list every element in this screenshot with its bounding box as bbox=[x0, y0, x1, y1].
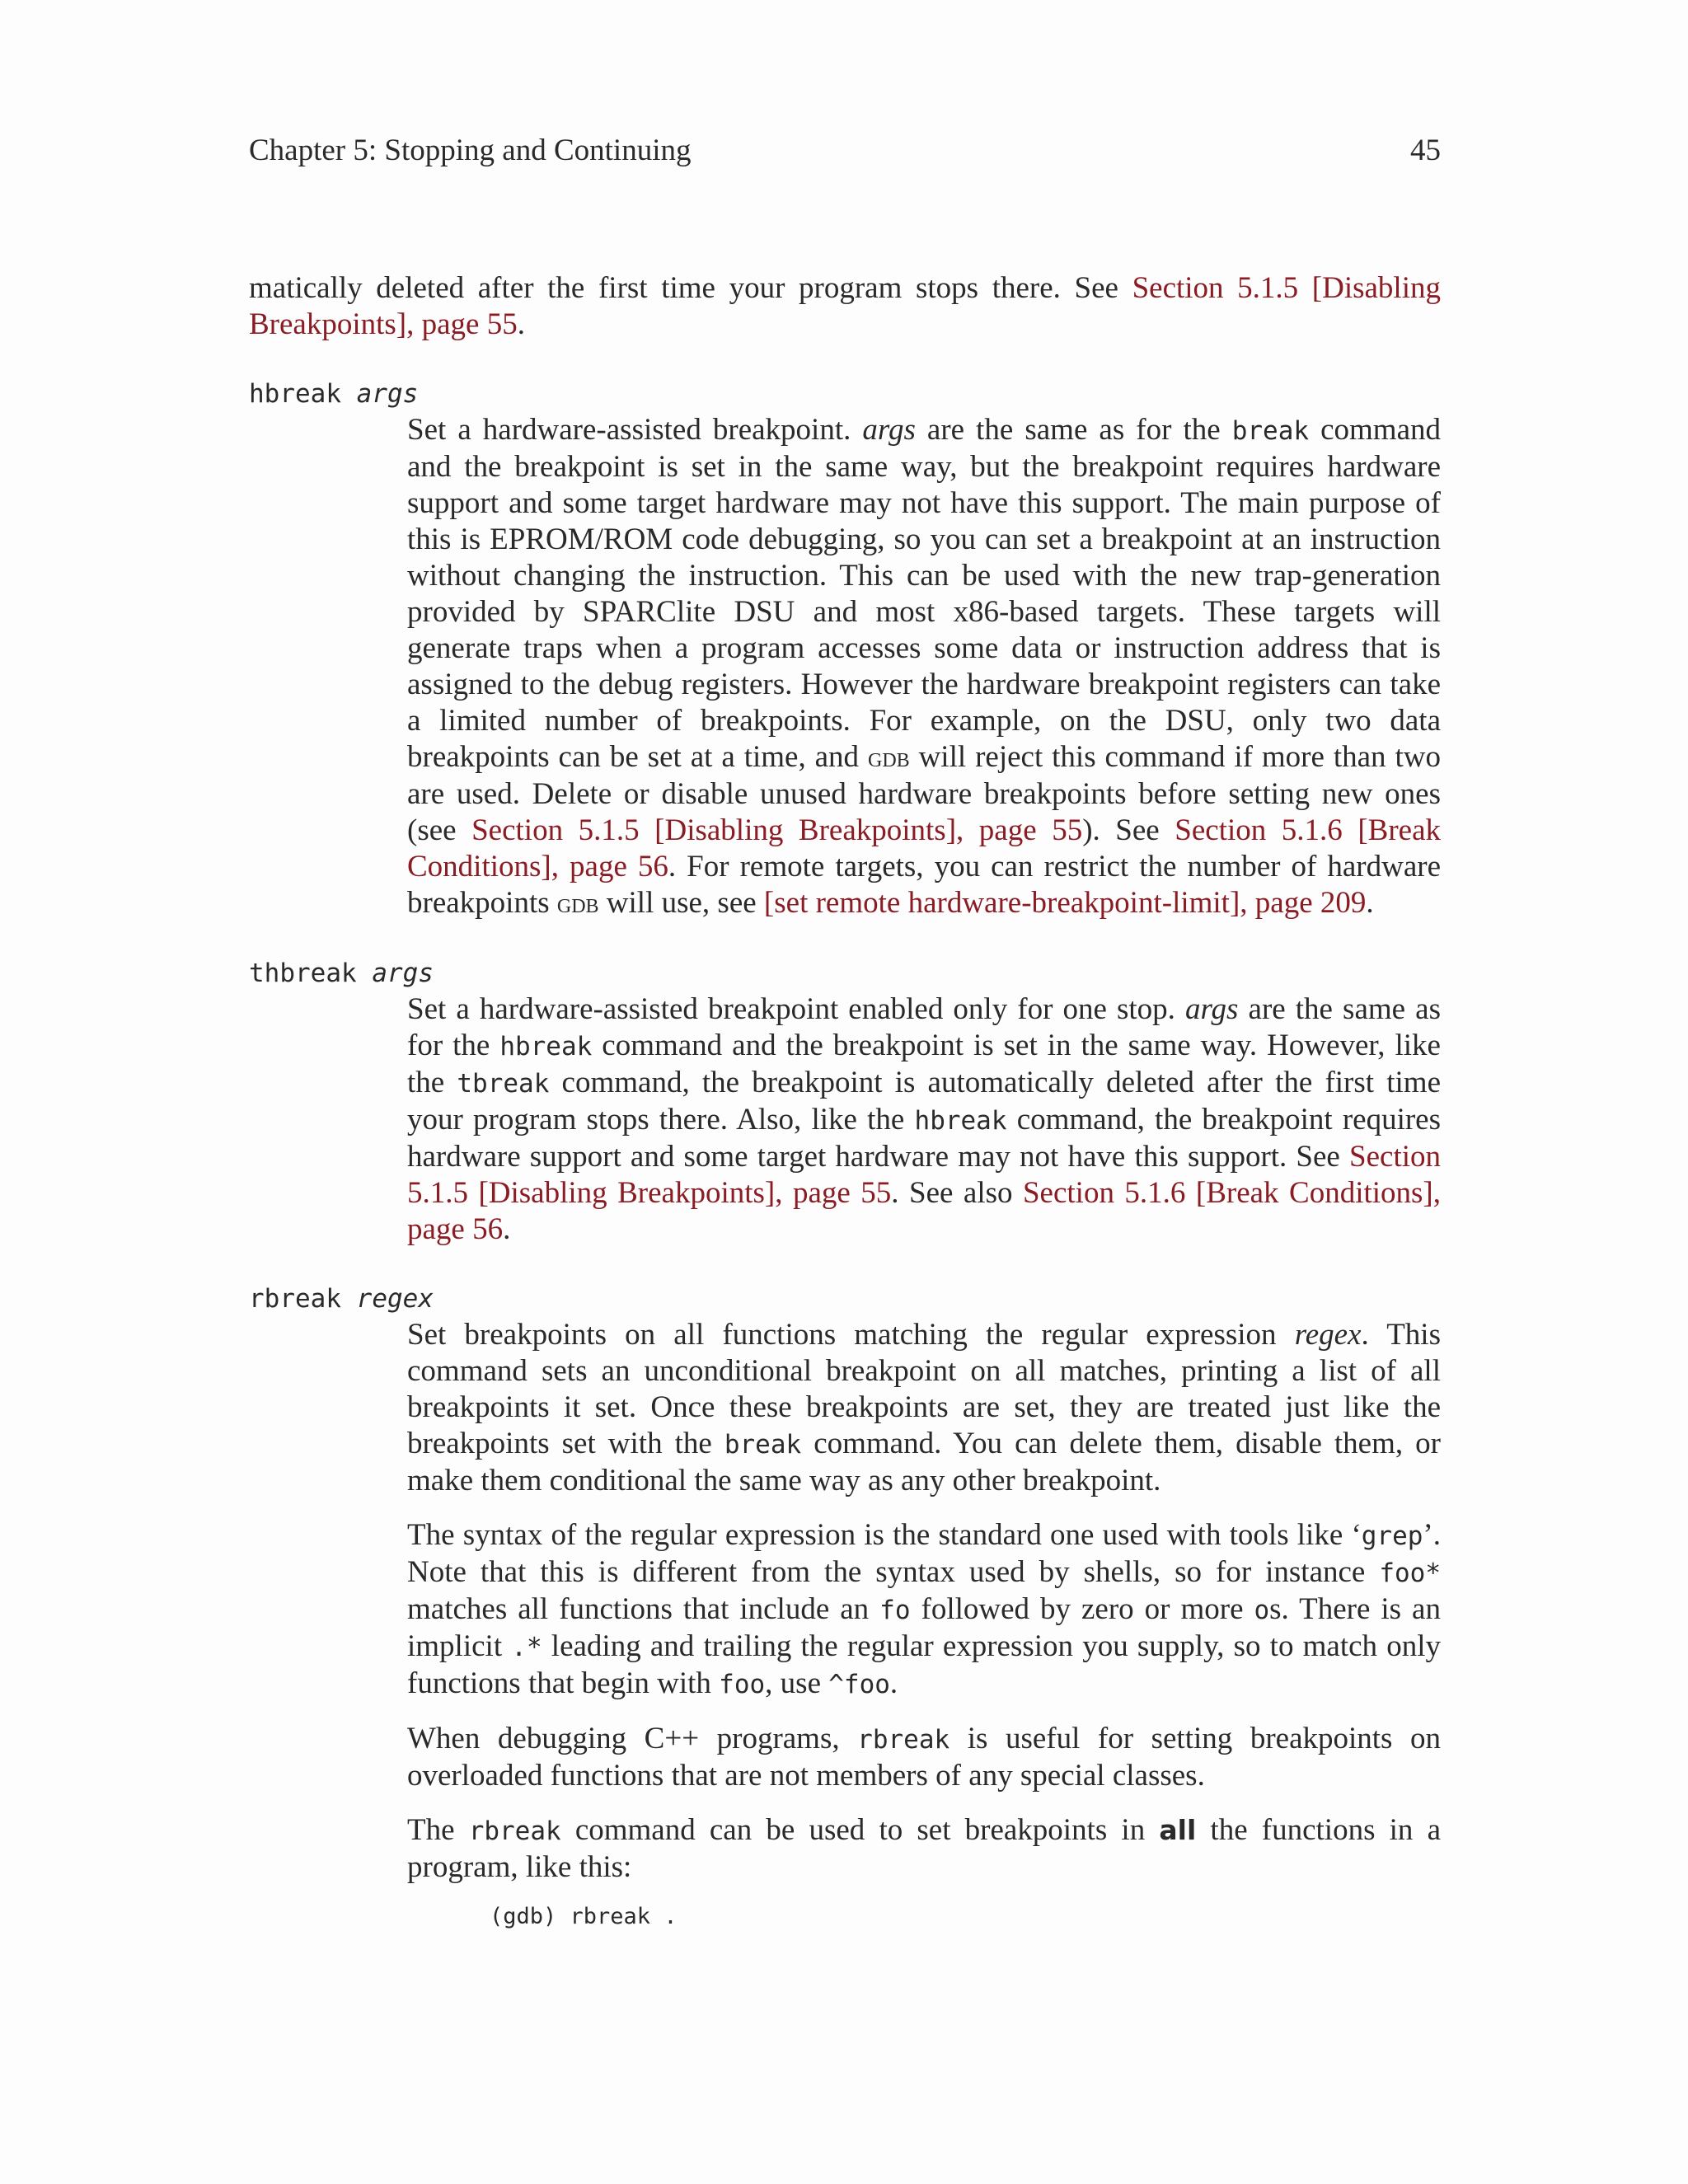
text: , use bbox=[765, 1666, 829, 1700]
command-arg: args bbox=[356, 379, 419, 409]
entry-rbreak bbox=[249, 1281, 1441, 1933]
command-name: thbreak bbox=[249, 958, 357, 988]
text: . bbox=[1366, 886, 1374, 920]
text: Set a hardware-assisted breakpoint enabled only for one stop. bbox=[407, 992, 1186, 1026]
variable: args bbox=[862, 413, 916, 447]
command-name: hbreak bbox=[249, 379, 341, 409]
paragraph bbox=[407, 991, 1441, 1248]
code: foo bbox=[719, 1670, 766, 1699]
code: grep bbox=[1361, 1521, 1423, 1551]
definition-hbreak bbox=[407, 412, 1441, 922]
code: .* bbox=[511, 1633, 542, 1662]
text: will reject this command if more than two are used. Delete or disable unused hardware breakpoints before setting new ones (see bbox=[407, 740, 1441, 847]
text: ). See bbox=[1082, 813, 1175, 847]
code: hbreak bbox=[914, 1106, 1007, 1136]
entry-thbreak bbox=[249, 955, 1441, 1248]
code: fo bbox=[879, 1596, 911, 1625]
xref-break-conditions[interactable]: Section 5.1.6 [Break Conditions], page 56 bbox=[407, 1176, 1442, 1246]
text: When debugging C++ programs, bbox=[407, 1722, 858, 1755]
page-body bbox=[249, 270, 1441, 1933]
text: . bbox=[889, 1666, 898, 1700]
gdb-smallcaps: gdb bbox=[867, 743, 910, 773]
code: foo* bbox=[1379, 1558, 1441, 1588]
paragraph bbox=[407, 412, 1441, 922]
text: matches all functions that include an bbox=[407, 1592, 880, 1626]
code: break bbox=[724, 1430, 802, 1460]
bold-text: all bbox=[1159, 1814, 1197, 1846]
paragraph bbox=[407, 1317, 1441, 1499]
code: hbreak bbox=[499, 1032, 593, 1062]
text: The syntax of the regular expression is the standard one used with tools like ‘ bbox=[407, 1518, 1362, 1552]
page-number: 45 bbox=[1410, 134, 1441, 167]
definition-thbreak bbox=[407, 991, 1441, 1248]
variable: args bbox=[1185, 992, 1239, 1026]
text: . bbox=[503, 1212, 511, 1246]
text: matically deleted after the first time your program stops there. See bbox=[249, 271, 1132, 305]
code-example: (gdb) rbreak . bbox=[490, 1904, 678, 1929]
text: followed by zero or more bbox=[910, 1592, 1254, 1626]
text: command and the breakpoint is set in the same way, but the breakpoint requires hardware support and some target hardware may not have this support. The main purpose of this is EPROM/ROM code debugging, so you can set a breakpoint at an instruction without changing the instruction. This can be used with the new trap-generation provided by SPARClite DSU and most x86-based targets. These targets will generate traps when a program accesses some data or instruction address that is assigned to the debug registers. However the hardware breakpoint registers can take a limited number of breakpoints. For example, on the DSU, only two data breakpoints can be set at a time, and bbox=[407, 413, 1442, 774]
text: command, the breakpoint is automatically deleted after the first time your program stops there. Also, like the bbox=[407, 1066, 1441, 1137]
text: ’. Note that this is different from the syntax used by shells, so for instance bbox=[407, 1518, 1441, 1589]
paragraph bbox=[407, 1517, 1441, 1703]
text: The bbox=[407, 1813, 469, 1847]
paragraph bbox=[407, 1721, 1441, 1794]
text: Set breakpoints on all functions matching the regular expression bbox=[407, 1318, 1295, 1352]
text: . This command sets an unconditional breakpoint on all matches, printing a list of all breakpoints it set. Once these breakpoints are set, they are treated just like the breakpoints set with the bbox=[407, 1318, 1441, 1460]
text: . See also bbox=[891, 1176, 1023, 1210]
text: command and the breakpoint is set in the same way. However, like the bbox=[407, 1029, 1441, 1099]
text: are the same as for the bbox=[407, 992, 1441, 1062]
text: command can be used to set breakpoints in bbox=[560, 1813, 1160, 1847]
entry-hbreak bbox=[249, 376, 1441, 922]
term-rbreak bbox=[249, 1281, 1441, 1317]
term-thbreak bbox=[249, 955, 1441, 991]
definition-rbreak bbox=[407, 1317, 1441, 1933]
code: tbreak bbox=[457, 1069, 550, 1099]
text: s. There is an implicit bbox=[407, 1592, 1441, 1663]
text: the functions in a program, like this: bbox=[407, 1813, 1441, 1884]
command-arg: regex bbox=[356, 1284, 434, 1314]
xref-disabling-breakpoints[interactable]: Section 5.1.5 [Disabling Breakpoints], page 55 bbox=[249, 271, 1441, 341]
command-arg: args bbox=[372, 958, 434, 988]
text: Set a hardware-assisted breakpoint. bbox=[407, 413, 863, 447]
gdb-smallcaps: gdb bbox=[556, 888, 599, 919]
paragraph bbox=[407, 1812, 1441, 1886]
code: rbreak bbox=[468, 1816, 561, 1846]
code: rbreak bbox=[857, 1725, 950, 1755]
text: leading and trailing the regular expression you supply, so to match only functions that begin with bbox=[407, 1629, 1441, 1700]
term-hbreak bbox=[249, 376, 1441, 412]
xref-break-conditions[interactable]: Section 5.1.6 [Break Conditions], page 56 bbox=[407, 813, 1442, 883]
text: are the same as for the bbox=[915, 413, 1232, 447]
xref-hardware-breakpoint-limit[interactable]: [set remote hardware-breakpoint-limit], page 209 bbox=[763, 886, 1367, 920]
text: is useful for setting breakpoints on overloaded functions that are not members of any special classes. bbox=[407, 1722, 1442, 1793]
text: command, the breakpoint requires hardware support and some target hardware may not have this support. See bbox=[407, 1103, 1442, 1174]
text: will use, see bbox=[598, 886, 764, 920]
command-name: rbreak bbox=[249, 1284, 341, 1314]
code: ^foo bbox=[828, 1670, 890, 1699]
code: o bbox=[1254, 1596, 1270, 1625]
text: . For remote targets, you can restrict the number of hardware breakpoints bbox=[407, 850, 1441, 920]
code: break bbox=[1231, 416, 1310, 446]
xref-disabling-breakpoints[interactable]: Section 5.1.5 [Disabling Breakpoints], page 55 bbox=[471, 813, 1083, 847]
xref-disabling-breakpoints[interactable]: Section 5.1.5 [Disabling Breakpoints], page 55 bbox=[407, 1140, 1441, 1210]
chapter-title: Chapter 5: Stopping and Continuing bbox=[249, 134, 692, 167]
text: command. You can delete them, disable them, or make them conditional the same way as any other breakpoint. bbox=[407, 1427, 1441, 1497]
variable: regex bbox=[1294, 1318, 1362, 1352]
text: . bbox=[517, 307, 525, 341]
intro-paragraph bbox=[249, 270, 1441, 343]
